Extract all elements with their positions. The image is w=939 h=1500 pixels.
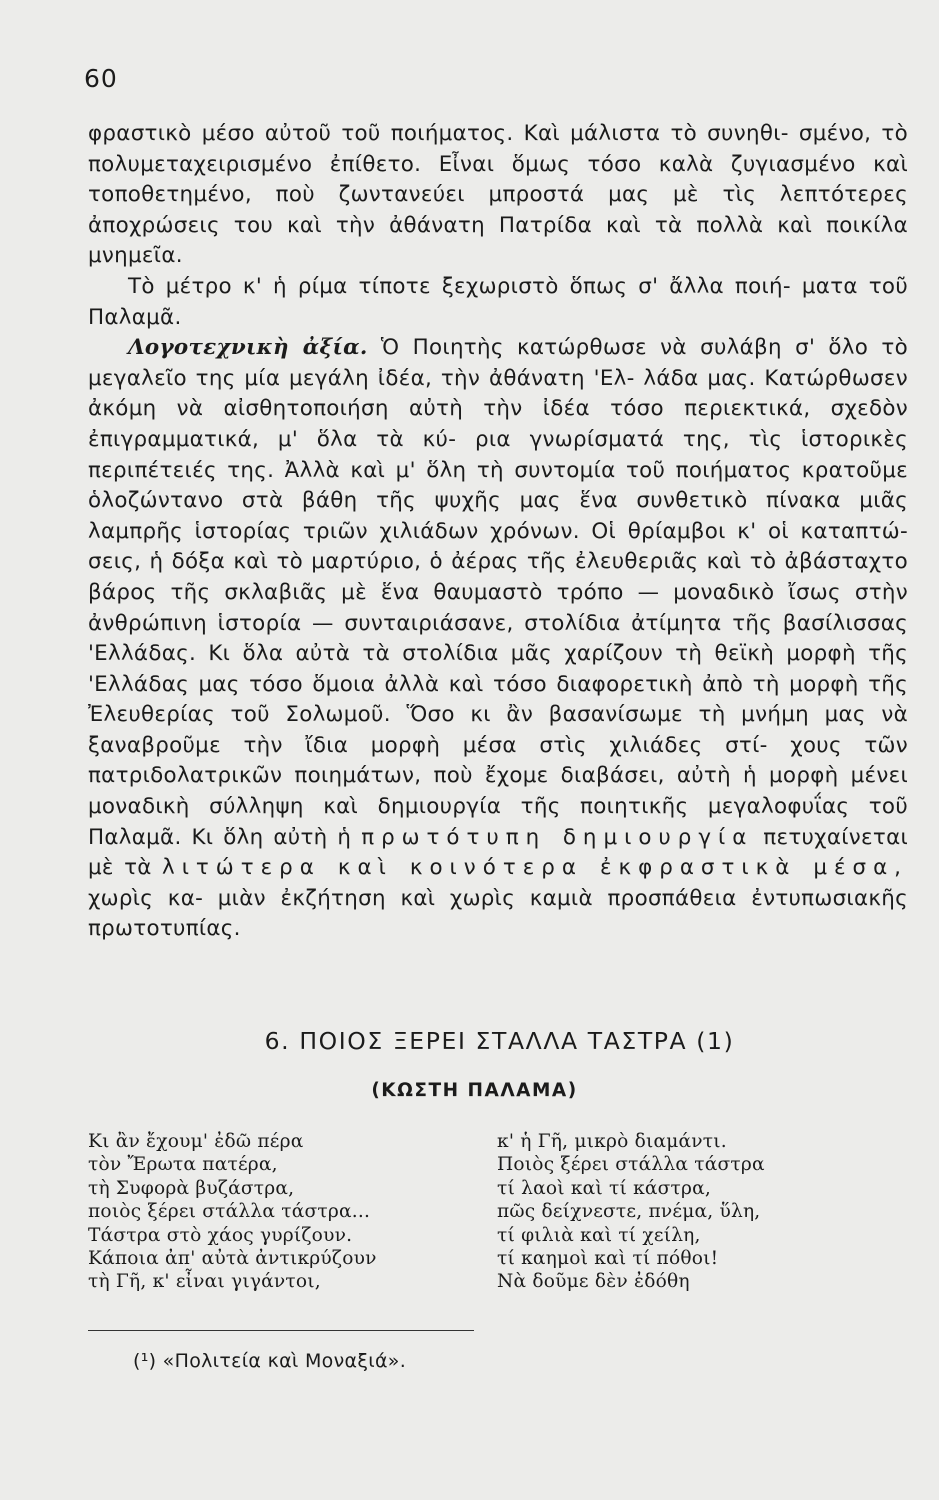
paragraph-3-part-b: πετυχαίνεται μὲ τὰ <box>88 824 909 881</box>
paragraph-literary-value <box>88 333 908 945</box>
poem-line: Νὰ δοῦμε δὲν ἐδόθη <box>497 1271 690 1293</box>
poem-line: Τάστρα στὸ χάος γυρίζουν. <box>88 1224 353 1246</box>
poem-line: ποιὸς ξέρει στάλλα τάστρα... <box>88 1201 371 1223</box>
sidehead-literary-value: Λογοτεχνικὴ ἀξία. <box>128 335 368 361</box>
section-title <box>0 1027 939 1055</box>
paragraph-3-part-c: χωρὶς κα- μιὰν ἐκζήτηση καὶ χωρὶς καμιὰ προσπάθεια ἐντυπωσιακῆς πρωτοτυπίας. <box>88 885 908 942</box>
poem-line: Ποιὸς ξέρει στάλλα τάστρα <box>497 1154 765 1176</box>
poem-line: τί λαοὶ καὶ τί κάστρα, <box>497 1177 712 1199</box>
footnote-divider <box>88 1330 474 1331</box>
paragraph-1: φραστικὸ μέσο αὐτοῦ τοῦ ποιήματος. Καὶ μάλιστα τὸ συνηθι- σμένο, τὸ πολυμεταχειρισμένο ἐπίθετο. Εἶναι ὅμως τόσο καλὰ ζυγιασμένο καὶ τοποθετημένο, ποὺ ζωντανεύει μπροστά μας μὲ τὶς λεπτότερες ἀποχρώσεις του καὶ τὴν ἀθάνατη Πατρίδα καὶ τὰ πολλὰ καὶ ποικίλα μνημεῖα. <box>88 121 908 269</box>
poem-line: τί καημοὶ καὶ τί πόθοι! <box>497 1248 719 1270</box>
paragraph-2: Τὸ μέτρο κ' ἡ ρίμα τίποτε ξεχωριστὸ ὅπως σ' ἄλλα ποιή- ματα τοῦ Παλαμᾶ. <box>88 273 908 330</box>
poem-line: Κάποια ἀπ' αὐτὰ ἀντικρύζουν <box>88 1248 377 1270</box>
footnote: (¹) «Πολιτεία καὶ Μοναξιά». <box>133 1350 407 1372</box>
poem-line: τὸν Ἔρωτα πατέρα, <box>88 1154 278 1176</box>
section-subtitle-text: (ΚΩΣΤΗ ΠΑΛΑΜΑ) <box>371 1080 578 1101</box>
section-title-text: ΠΟΙΟΣ ΞΕΡΕΙ ΣΤΑΛΛΑ ΤΑΣΤΡΑ (1) <box>299 1027 735 1055</box>
paragraph-3-part-a: Ὁ Ποιητὴς κατώρθωσε νὰ συλάβη σ' ὅλο τὸ μεγαλεῖο της μία μεγάλη ἰδέα, τὴν ἀθάνατη 'Ελ- λάδα μας. Κατώρθωσεν ἀκόμη νὰ αἰσθητοποιήση αὐτὴ τὴν ἰδέα τόσο περιεκτικά, σχεδὸν ἐπιγραμματικά, μ' ὅλα τὰ κύ- ρια γνωρίσματά της, τὶς ἱστορικὲς περιπέτειές της. Ἀλλὰ καὶ μ' ὅλη τὴ συντομία τοῦ ποιήματος κρατοῦμε ὁλοζώντανο στὰ βάθη τῆς ψυχῆς μας ἕνα συνθετικὸ πίνακα μιᾶς λαμπρῆς ἱστορίας τριῶν χιλιάδων χρόνων. Οἱ θρίαμβοι κ' οἱ καταπτώ- σεις, ἡ δόξα καὶ τὸ μαρτύριο, ὁ ἀέρας τῆς ἐλευθεριᾶς καὶ τὸ ἀβάσταχτο βάρος τῆς σκλαβιᾶς μὲ ἕνα θαυμαστὸ τρόπο — μοναδικὸ ἴσως στὴν ἀνθρώπινη ἱστορία — συνταιριάσανε, στολίδια ἀτίμητα τῆς βασίλισσας 'Ελλάδας. Κι ὅλα αὐτὰ τὰ στολίδια μᾶς χαρίζουν τὴ θεϊκὴ μορφὴ τῆς 'Ελλάδας μας τόσο ὅμοια ἀλλὰ καὶ τόσο διαφορετικὴ ἀπὸ τὴ μορφὴ τῆς Ἐλευθερίας τοῦ Σολωμοῦ. Ὅσο κι ἂν βασανίσωμε τὴ μνήμη μας νὰ ξαναβροῦμε τὴν ἴδια μορφὴ μέσα στὶς χιλιάδες στί- χους τῶν πατριδολατρικῶν ποιημάτων, ποὺ ἔχομε διαβάσει, αὐτὴ ἡ μορφὴ μένει μοναδικὴ σύλληψη καὶ δημιουργία τῆς ποιητικῆς μεγαλοφυΐας τοῦ Παλαμᾶ. Κι ὅλη αὐτὴ ἡ <box>88 335 908 850</box>
poem-line: τὴ Συφορὰ βυζάστρα, <box>88 1177 295 1199</box>
body-text <box>88 119 908 945</box>
poem-line: τί φιλιὰ καὶ τί χείλη, <box>497 1224 701 1246</box>
section-subtitle <box>0 1080 939 1101</box>
spaced-emphasis-1: πρωτότυπη δημιουργία <box>361 824 754 850</box>
poem-line: τὴ Γῆ, κ' εἶναι γιγάντοι, <box>88 1271 321 1293</box>
spaced-emphasis-2: λιτώτερα καὶ κοινότερα ἐκφραστικὰ μέσα, <box>162 855 908 881</box>
poem-line: πῶς δείχνεστε, πνέμα, ὕλη, <box>497 1201 761 1223</box>
poem-line: Κι ἂν ἔχουμ' ἐδῶ πέρα <box>88 1131 304 1152</box>
page-number: 60 <box>84 64 118 93</box>
poem-line: κ' ἡ Γῆ, μικρὸ διαμάντι. <box>497 1131 727 1152</box>
poem-column-left <box>88 1130 377 1294</box>
section-number: 6. <box>264 1027 291 1055</box>
poem-column-right <box>497 1130 765 1294</box>
